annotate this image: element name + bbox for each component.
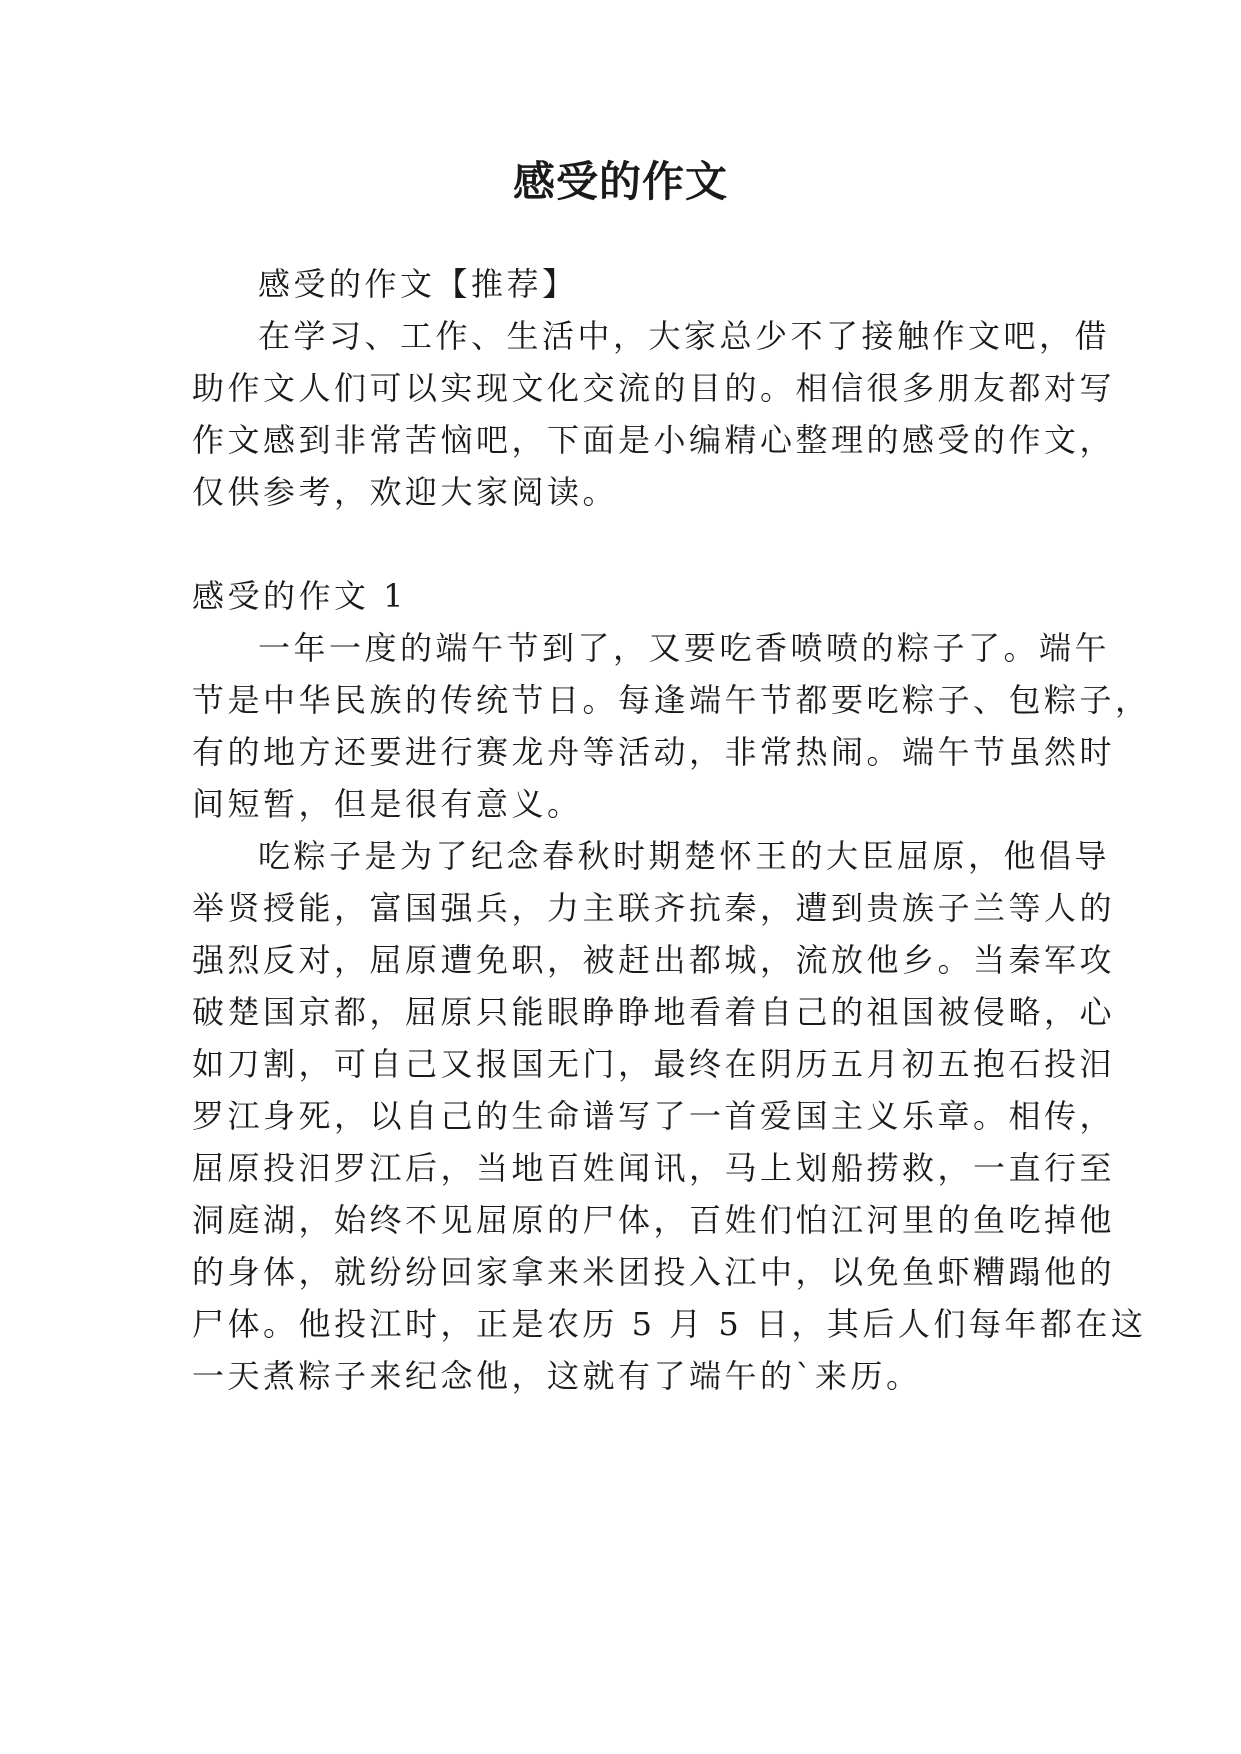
paragraph-line: 强烈反对，屈原遭免职，被赶出都城，流放他乡。当秦军攻	[192, 941, 1116, 979]
intro-line: 作文感到非常苦恼吧，下面是小编精心整理的感受的作文，	[192, 421, 1116, 459]
document-subtitle: 感受的作文【推荐】	[258, 265, 578, 303]
paragraph-line: 间短暂，但是很有意义。	[192, 785, 583, 823]
intro-line: 在学习、工作、生活中，大家总少不了接触作文吧，借	[258, 317, 1111, 355]
paragraph-line: 节是中华民族的传统节日。每逢端午节都要吃粽子、包粽子，	[192, 681, 1151, 719]
paragraph-line: 一年一度的端午节到了，又要吃香喷喷的粽子了。端午	[258, 629, 1111, 667]
paragraph-line: 吃粽子是为了纪念春秋时期楚怀王的大臣屈原，他倡导	[258, 837, 1111, 875]
paragraph-line: 有的地方还要进行赛龙舟等活动，非常热闹。端午节虽然时	[192, 733, 1116, 771]
paragraph-line: 屈原投汨罗江后，当地百姓闻讯，马上划船捞救，一直行至	[192, 1149, 1116, 1187]
paragraph-line: 一天煮粽子来纪念他，这就有了端午的`来历。	[192, 1357, 922, 1395]
section-heading: 感受的作文 1	[192, 577, 408, 615]
paragraph-line: 罗江身死，以自己的生命谱写了一首爱国主义乐章。相传，	[192, 1097, 1116, 1135]
paragraph-line: 的身体，就纷纷回家拿来米团投入江中，以免鱼虾糟蹋他的	[192, 1253, 1116, 1291]
paragraph-line: 如刀割，可自己又报国无门，最终在阴历五月初五抱石投汨	[192, 1045, 1116, 1083]
paragraph-line: 尸体。他投江时，正是农历 5 月 5 日，其后人们每年都在这	[192, 1305, 1147, 1343]
intro-line: 仅供参考，欢迎大家阅读。	[192, 473, 619, 511]
document-title: 感受的作文	[512, 157, 728, 206]
paragraph-line: 举贤授能，富国强兵，力主联齐抗秦，遭到贵族子兰等人的	[192, 889, 1116, 927]
intro-line: 助作文人们可以实现文化交流的目的。相信很多朋友都对写	[192, 369, 1116, 407]
paragraph-line: 洞庭湖，始终不见屈原的尸体，百姓们怕江河里的鱼吃掉他	[192, 1201, 1116, 1239]
paragraph-line: 破楚国京都，屈原只能眼睁睁地看着自己的祖国被侵略，心	[192, 993, 1116, 1031]
